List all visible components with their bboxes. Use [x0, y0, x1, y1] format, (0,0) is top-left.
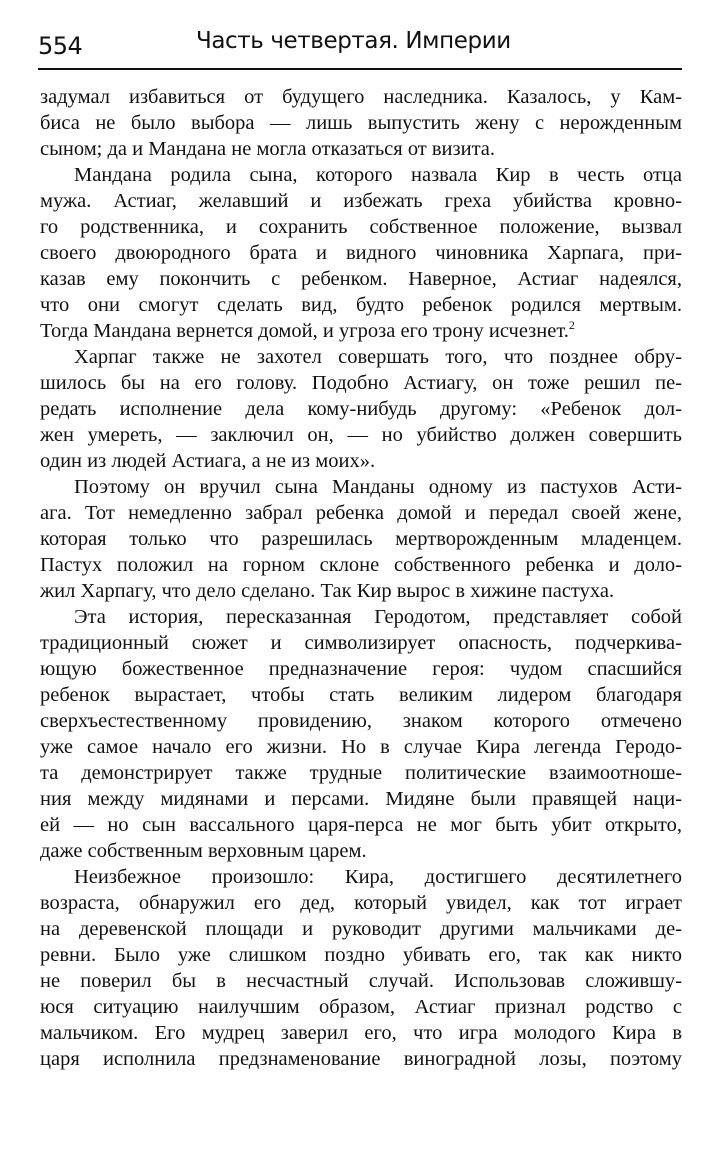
- footnote-reference: 2: [568, 318, 575, 332]
- text-line: [40, 760, 682, 786]
- line-text: казав ему покончить с ребенком. Наверное, Астиаг надеялся,: [40, 268, 682, 290]
- text-line: [40, 318, 682, 344]
- text-line: [40, 812, 682, 838]
- line-text: своего двоюродного брата и видного чиновника Харпага, при-: [40, 242, 682, 264]
- paragraph: [40, 344, 682, 474]
- text-line: [40, 734, 682, 760]
- line-text: что они смогут сделать вид, будто ребенок родился мертвым.: [40, 294, 682, 316]
- line-text: Эта история, пересказанная Геродотом, представляет собой: [74, 606, 682, 628]
- text-line: [40, 1020, 682, 1046]
- running-head: Часть четвертая. Империи: [196, 28, 511, 54]
- line-text: уже самое начало его жизни. Но в случае Кира легенда Геродо-: [40, 736, 682, 758]
- line-text: ага. Тот немедленно забрал ребенка домой и передал своей жене,: [40, 502, 682, 524]
- line-text: жил Харпагу, что дело сделано. Так Кир вырос в хижине пастуха.: [40, 580, 615, 602]
- line-text: не поверил бы в несчастный случай. Использовав сложившу-: [40, 970, 682, 992]
- line-text: шилось бы на его голову. Подобно Астиагу, он тоже решил пе-: [40, 372, 682, 394]
- text-line: [40, 682, 682, 708]
- text-line: [40, 552, 682, 578]
- line-text: которая только что разрешилась мертворожденным младенцем.: [40, 528, 682, 550]
- line-text: редать исполнение дела кому-нибудь другому: «Ребенок дол-: [40, 398, 682, 420]
- text-line: [40, 1046, 682, 1072]
- text-line: [40, 500, 682, 526]
- text-line: [40, 136, 682, 162]
- line-text: сверхъестественному провидению, знаком которого отмечено: [40, 710, 682, 732]
- text-line: [40, 448, 682, 474]
- line-text: сыном; да и Мандана не могла отказаться от визита.: [40, 138, 496, 160]
- text-line: [40, 240, 682, 266]
- line-text: биса не было выбора — лишь выпустить жену с нерожденным: [40, 112, 682, 134]
- text-line: [40, 344, 682, 370]
- text-line: [40, 110, 682, 136]
- line-text: ребенок вырастает, чтобы стать великим лидером благодаря: [40, 684, 682, 706]
- text-line: [40, 214, 682, 240]
- paragraph: [40, 84, 682, 162]
- line-text: Неизбежное произошло: Кира, достигшего десятилетнего: [74, 866, 682, 888]
- text-line: [40, 864, 682, 890]
- line-text: Харпаг также не захотел совершать того, что позднее обру-: [74, 346, 682, 368]
- line-text: мальчиком. Его мудрец заверил его, что игра молодого Кира в: [40, 1022, 682, 1044]
- text-line: [40, 786, 682, 812]
- text-line: [40, 188, 682, 214]
- line-text: юся ситуацию наилучшим образом, Астиаг признал родство с: [40, 996, 682, 1018]
- line-text: го родственника, и сохранить собственное положение, вызвал: [40, 216, 682, 238]
- line-text: ния между мидянами и персами. Мидяне были правящей наци-: [40, 788, 682, 810]
- line-text: ревни. Было уже слишком поздно убивать его, так как никто: [40, 944, 682, 966]
- line-text: царя исполнила предзнаменование виноградной лозы, поэтому: [40, 1048, 682, 1070]
- paragraph: [40, 604, 682, 864]
- line-text: традиционный сюжет и символизирует опасность, подчеркива-: [40, 632, 682, 654]
- paragraph: [40, 474, 682, 604]
- text-line: [40, 422, 682, 448]
- paragraph: [40, 864, 682, 1072]
- text-line: [40, 396, 682, 422]
- line-text: один из людей Астиага, а не из моих».: [40, 450, 376, 472]
- line-text: мужа. Астиаг, желавший и избежать греха убийства кровно-: [40, 190, 682, 212]
- text-line: [40, 84, 682, 110]
- text-line: [40, 266, 682, 292]
- line-text: ей — но сын вассального царя-перса не мог быть убит открыто,: [40, 814, 682, 836]
- line-text: возраста, обнаружил его дед, который увидел, как тот играет: [40, 892, 682, 914]
- line-text: та демонстрирует также трудные политические взаимоотноше-: [40, 762, 682, 784]
- text-line: [40, 370, 682, 396]
- text-line: [40, 292, 682, 318]
- text-line: [40, 942, 682, 968]
- paragraph: [40, 162, 682, 344]
- text-line: [40, 838, 682, 864]
- line-text: жен умереть, — заключил он, — но убийство должен совершить: [40, 424, 682, 446]
- text-line: [40, 656, 682, 682]
- line-text: Поэтому он вручил сына Манданы одному из пастухов Асти-: [74, 476, 682, 498]
- line-text: на деревенской площади и руководит другими мальчиками де-: [40, 918, 682, 940]
- text-line: [40, 474, 682, 500]
- text-line: [40, 994, 682, 1020]
- text-line: [40, 890, 682, 916]
- line-text: Мандана родила сына, которого назвала Кир в честь отца: [74, 164, 682, 186]
- header-rule: [38, 68, 682, 70]
- line-text: задумал избавиться от будущего наследника. Казалось, у Кам-: [40, 86, 682, 108]
- text-line: [40, 578, 682, 604]
- page-number: 554: [38, 32, 83, 60]
- line-text: ющую божественное предназначение героя: чудом спасшийся: [40, 658, 682, 680]
- text-line: [40, 162, 682, 188]
- text-line: [40, 630, 682, 656]
- line-text: Тогда Мандана вернется домой, и угроза его трону исчезнет.: [40, 320, 569, 342]
- text-line: [40, 604, 682, 630]
- text-line: [40, 526, 682, 552]
- body-text: [40, 84, 682, 1072]
- text-line: [40, 968, 682, 994]
- line-text: Пастух положил на горном склоне собственного ребенка и доло-: [40, 554, 682, 576]
- text-line: [40, 708, 682, 734]
- text-line: [40, 916, 682, 942]
- line-text: даже собственным верховным царем.: [40, 840, 367, 862]
